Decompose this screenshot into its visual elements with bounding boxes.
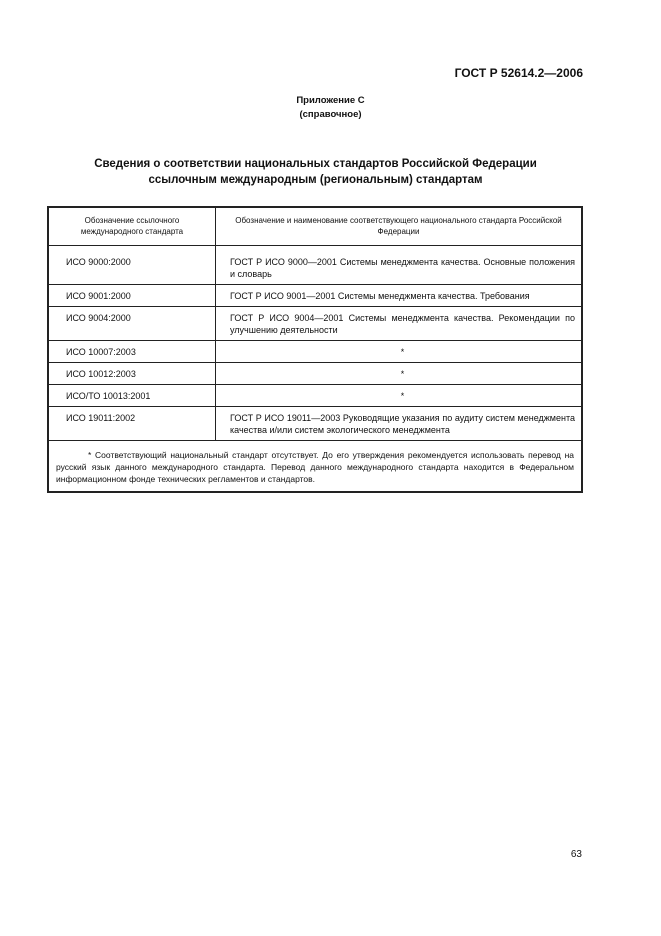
table-row (49, 246, 582, 285)
intl-standard-cell: ИСО 19011:2002 (49, 407, 216, 441)
document-title (0, 156, 631, 188)
national-standard-cell: * (216, 363, 582, 385)
header-intl-standard: Обозначение ссылочного международного стандарта (49, 208, 216, 246)
header-national-standard: Обозначение и наименование соответствующего национального стандарта Российской Федерации (216, 208, 582, 246)
intl-standard-cell: ИСО/ТО 10013:2001 (49, 385, 216, 407)
intl-standard-cell: ИСО 9000:2000 (49, 246, 216, 285)
intl-standard-cell: ИСО 10007:2003 (49, 341, 216, 363)
national-standard-cell: ГОСТ Р ИСО 9000—2001 Системы менеджмента качества. Основные положения и словарь (216, 246, 582, 285)
appendix-heading (0, 94, 661, 122)
footnote-row (49, 441, 582, 492)
intl-standard-cell: ИСО 9001:2000 (49, 285, 216, 307)
intl-standard-cell: ИСО 9004:2000 (49, 307, 216, 341)
table-header-row (49, 208, 582, 246)
correspondence-table-frame (47, 206, 583, 493)
intl-standard-cell: ИСО 10012:2003 (49, 363, 216, 385)
table-row (49, 307, 582, 341)
correspondence-table (48, 207, 582, 492)
national-standard-cell: * (216, 341, 582, 363)
table-row (49, 341, 582, 363)
table-row (49, 285, 582, 307)
national-standard-cell: ГОСТ Р ИСО 9004—2001 Системы менеджмента качества. Рекомендации по улучшению деятельности (216, 307, 582, 341)
table-row (49, 363, 582, 385)
appendix-title: Приложение С (296, 95, 365, 106)
standard-code: ГОСТ Р 52614.2—2006 (454, 66, 583, 80)
appendix-subtitle: (справочное) (299, 109, 362, 120)
title-line-2: ссылочным международным (региональным) стандартам (148, 174, 483, 186)
national-standard-cell: * (216, 385, 582, 407)
national-standard-cell: ГОСТ Р ИСО 9001—2001 Системы менеджмента качества. Требования (216, 285, 582, 307)
table-row (49, 385, 582, 407)
national-standard-cell: ГОСТ Р ИСО 19011—2003 Руководящие указания по аудиту систем менеджмента качества и/или систем экологического менеджмента (216, 407, 582, 441)
table-footnote: * Соответствующий национальный стандарт отсутствует. До его утверждения рекомендуется использовать перевод на русский язык данного международного стандарта. Перевод данного международного стандарта находится в Федеральном информационном фонде технических регламентов и стандартов. (49, 441, 582, 492)
table-row (49, 407, 582, 441)
page-number: 63 (570, 849, 582, 860)
title-line-1: Сведения о соответствии национальных стандартов Российской Федерации (94, 158, 537, 170)
